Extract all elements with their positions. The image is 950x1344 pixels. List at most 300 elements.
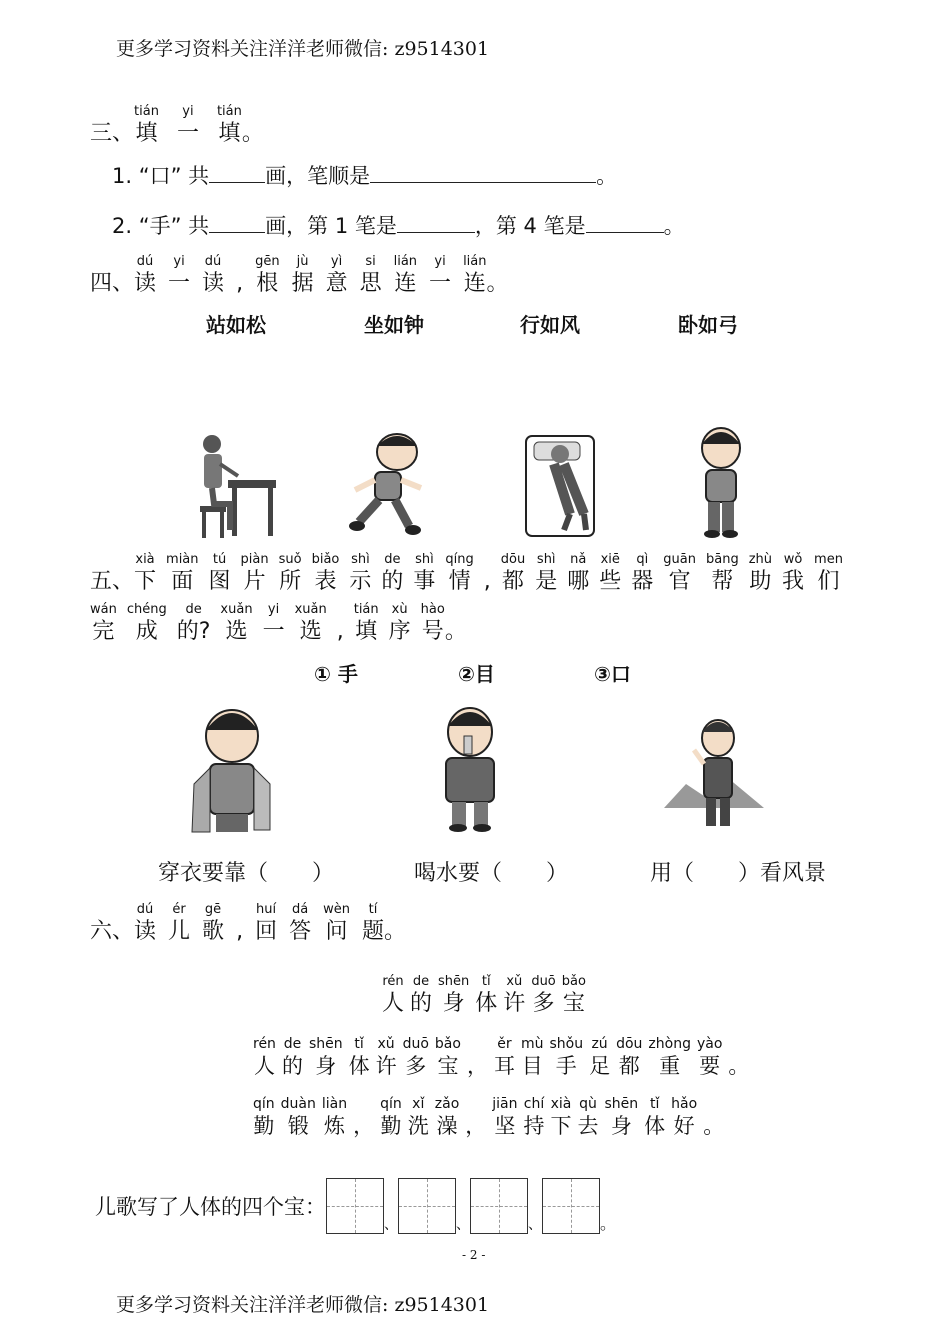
ruby-char <box>253 1036 276 1080</box>
question-2 <box>112 210 685 240</box>
ruby-char <box>202 902 224 946</box>
hanzi: 哪 <box>567 569 590 594</box>
ruby-char <box>535 552 557 596</box>
pinyin: zhòng <box>648 1036 691 1052</box>
hanzi: 一 <box>429 271 452 296</box>
ruby-char <box>413 552 435 596</box>
hanzi: 些 <box>599 569 622 594</box>
ruby-char <box>394 254 417 298</box>
pinyin: shì <box>351 552 370 567</box>
ruby-char <box>381 552 403 596</box>
four-treasures-question <box>95 1178 616 1234</box>
section-4-tail: 。 <box>486 271 509 296</box>
ruby-char <box>589 1036 610 1080</box>
ruby-char <box>354 602 379 646</box>
hanzi: 据 <box>291 271 314 296</box>
hanzi: 题 <box>361 919 384 944</box>
hanzi: 洗 <box>407 1114 429 1138</box>
pinyin: qì <box>636 552 649 567</box>
ruby-char <box>475 974 497 1018</box>
ruby-char <box>435 1036 461 1080</box>
hanzi: 读 <box>134 919 157 944</box>
pinyin: zhù <box>748 552 773 567</box>
pinyin <box>338 602 342 618</box>
hanzi: , <box>336 619 344 644</box>
hanzi: 我 <box>782 569 805 594</box>
ruby-char <box>337 602 344 646</box>
q2-blank-stroke4[interactable] <box>586 210 664 233</box>
hanzi: 都 <box>502 569 525 594</box>
hanzi: 勤 <box>253 1114 275 1138</box>
hanzi: 表 <box>314 569 337 594</box>
hanzi: 填 <box>218 121 241 146</box>
pinyin: qín <box>380 1096 402 1112</box>
hanzi: 示 <box>349 569 372 594</box>
ruby-char <box>209 552 231 596</box>
pinyin: bāng <box>706 552 739 567</box>
ruby-char <box>134 902 156 946</box>
ruby-char <box>349 1036 370 1080</box>
ruby-char <box>663 552 696 596</box>
sitting-boy-image <box>190 430 280 540</box>
q2-blank-stroke1[interactable] <box>397 210 475 233</box>
hanzi: , <box>236 271 244 296</box>
hanzi: 回 <box>255 919 278 944</box>
hanzi: 官 <box>668 569 691 594</box>
hanzi: 都 <box>618 1054 640 1078</box>
pinyin <box>361 1096 365 1112</box>
pinyin: yi <box>182 104 194 119</box>
pinyin: gē <box>204 902 222 917</box>
hanzi: , <box>236 919 244 944</box>
ruby-char <box>703 1096 724 1140</box>
pinyin: huí <box>256 902 277 917</box>
section-5-ruby-row1 <box>134 552 843 596</box>
hanzi: 好 <box>673 1114 695 1138</box>
section-5-ruby-row2 <box>90 602 445 646</box>
section-3-number: 三、 <box>90 121 135 146</box>
hanzi: 连 <box>463 271 486 296</box>
pinyin: xǔ <box>377 1036 395 1052</box>
pinyin <box>485 552 489 568</box>
hanzi: ， <box>466 1054 488 1078</box>
hanzi: 的 <box>381 569 404 594</box>
ruby-char <box>217 104 242 148</box>
hanzi: 完 <box>92 619 115 644</box>
ruby-char <box>567 552 589 596</box>
ruby-char <box>323 902 350 946</box>
separator-2: 、 <box>456 1217 470 1233</box>
q2-blank-count[interactable] <box>209 210 265 233</box>
drinking-boy-image <box>436 704 504 832</box>
hanzi: 锻 <box>287 1114 309 1138</box>
ruby-char <box>551 1096 572 1140</box>
ruby-char <box>380 1096 402 1140</box>
hanzi: ， <box>465 1114 487 1138</box>
pinyin: tián <box>216 104 242 119</box>
ruby-char <box>631 552 653 596</box>
pinyin: tián <box>353 602 379 617</box>
ruby-char <box>492 1096 517 1140</box>
ruby-char <box>312 552 340 596</box>
hanzi: 持 <box>523 1114 545 1138</box>
q1-blank-count[interactable] <box>209 160 265 183</box>
section-5-number: 五、 <box>90 569 135 594</box>
hanzi: 。 <box>728 1054 750 1078</box>
hanzi: 根 <box>256 271 279 296</box>
ruby-char <box>445 552 473 596</box>
ruby-char <box>362 902 384 946</box>
pinyin: duō <box>531 974 556 989</box>
option-mouth: ③口 <box>594 662 631 686</box>
ruby-char <box>410 974 432 1018</box>
dressing-boy-image <box>190 704 274 834</box>
answer-box-1[interactable] <box>326 1178 384 1234</box>
pinyin: de <box>412 974 430 989</box>
hanzi: 是 <box>535 569 558 594</box>
hanzi: 多 <box>405 1054 427 1078</box>
standing-boy-image <box>690 426 752 540</box>
hanzi: 体 <box>475 991 498 1016</box>
phrase-wo: 卧如弓 <box>678 313 738 337</box>
pinyin: yi <box>173 254 185 269</box>
answer-dressing[interactable]: 穿衣要靠（ ） <box>158 861 335 886</box>
section-3-tail: 。 <box>241 121 264 146</box>
ruby-char <box>255 254 280 298</box>
hanzi: 一 <box>168 271 191 296</box>
pinyin: yi <box>434 254 446 269</box>
pinyin: de <box>384 552 401 567</box>
pinyin: dōu <box>616 1036 643 1052</box>
answer-box-2[interactable] <box>398 1178 456 1234</box>
hanzi: 身 <box>442 991 465 1016</box>
answer-box-4[interactable] <box>542 1178 600 1234</box>
pinyin: xià <box>550 1096 572 1112</box>
pinyin: dá <box>291 902 309 917</box>
hanzi: 问 <box>325 919 348 944</box>
ruby-char <box>134 104 159 148</box>
hanzi: 思 <box>359 271 382 296</box>
ruby-char <box>295 602 327 646</box>
pinyin: tí <box>368 902 378 917</box>
q1-text-b: 画，笔顺是 <box>265 164 371 188</box>
pinyin: duàn <box>280 1096 316 1112</box>
pinyin: qù <box>579 1096 597 1112</box>
ruby-char <box>782 552 804 596</box>
hanzi: 多 <box>532 991 555 1016</box>
pinyin: de <box>185 602 202 617</box>
ruby-char <box>292 254 314 298</box>
hanzi: 读 <box>202 271 225 296</box>
ruby-char <box>263 602 285 646</box>
ruby-char <box>463 254 486 298</box>
hanzi: 的? <box>176 619 211 644</box>
pinyin <box>474 1096 478 1112</box>
pinyin: miàn <box>166 552 199 567</box>
ruby-char <box>728 1036 749 1080</box>
hanzi: 歌 <box>202 919 225 944</box>
pinyin: zǎo <box>434 1096 460 1112</box>
option-eye: ②目 <box>458 662 495 686</box>
ruby-char <box>360 254 382 298</box>
section-4-number: 四、 <box>90 271 135 296</box>
pinyin: bǎo <box>434 1036 461 1052</box>
hanzi: 宝 <box>562 991 585 1016</box>
ruby-char <box>134 254 156 298</box>
ruby-char <box>749 552 772 596</box>
hanzi: 炼 <box>323 1114 345 1138</box>
ruby-char <box>494 1036 515 1080</box>
hanzi: 下 <box>134 569 157 594</box>
q1-text-c: 。 <box>596 164 618 188</box>
hanzi: 体 <box>348 1054 370 1078</box>
ruby-char <box>403 1036 429 1080</box>
q2-text-a: 2. “手” 共 <box>112 214 210 238</box>
pinyin: guān <box>663 552 696 567</box>
poem-line-1 <box>253 1036 749 1080</box>
hanzi: 成 <box>135 619 158 644</box>
hanzi: 人 <box>253 1054 275 1078</box>
ruby-char <box>220 602 252 646</box>
ruby-char <box>531 974 555 1018</box>
ruby-char <box>376 1036 397 1080</box>
pinyin: xuǎn <box>220 602 253 617</box>
hanzi: 去 <box>577 1114 599 1138</box>
section-3-title <box>90 104 264 148</box>
sleeping-boy-image <box>524 434 598 540</box>
ruby-char <box>134 552 156 596</box>
hanzi: 一 <box>262 619 285 644</box>
hanzi: 手 <box>555 1054 577 1078</box>
ruby-char <box>706 552 739 596</box>
hanzi: 。 <box>703 1114 725 1138</box>
hanzi: 器 <box>631 569 654 594</box>
section-4-title <box>90 254 509 298</box>
ruby-char <box>255 902 277 946</box>
pinyin: xǐ <box>412 1096 425 1112</box>
hanzi: 的 <box>281 1054 303 1078</box>
separator-3: 、 <box>528 1217 542 1233</box>
ruby-char <box>671 1096 697 1140</box>
pinyin: shēn <box>604 1096 639 1112</box>
hanzi: 意 <box>325 271 348 296</box>
hanzi: 事 <box>413 569 436 594</box>
phrase-zuo: 坐如钟 <box>364 313 424 337</box>
pinyin: yào <box>696 1036 723 1052</box>
pinyin: tián <box>134 104 159 119</box>
question-end: 。 <box>600 1214 617 1233</box>
hanzi: 人 <box>382 991 405 1016</box>
hanzi: 选 <box>299 619 322 644</box>
ruby-char <box>429 254 451 298</box>
ruby-char <box>616 1036 642 1080</box>
pinyin: mù <box>520 1036 544 1052</box>
hanzi: , <box>483 569 491 594</box>
section-5-title-row2 <box>90 602 467 646</box>
page-footer: 更多学习资料关注洋洋老师微信: z9514301 <box>116 1294 490 1316</box>
pinyin: liàn <box>321 1096 348 1112</box>
section-4-ruby <box>134 254 486 298</box>
hanzi: 坚 <box>494 1114 516 1138</box>
pinyin: shēn <box>308 1036 343 1052</box>
question-text: 儿歌写了人体的四个宝： <box>95 1195 326 1219</box>
pinyin: xù <box>391 602 408 617</box>
ruby-char <box>484 552 491 596</box>
poem-line-1-ruby <box>253 1036 749 1080</box>
pinyin: duō <box>402 1036 429 1052</box>
pinyin <box>711 1096 715 1112</box>
pinyin: tǐ <box>481 974 491 989</box>
pinyin: shēn <box>438 974 470 989</box>
question-1 <box>112 160 617 190</box>
ruby-char <box>236 902 243 946</box>
pinyin: rén <box>253 1036 276 1052</box>
q2-text-d: 。 <box>663 214 685 238</box>
q1-text-a: 1. “口” 共 <box>112 164 210 188</box>
pinyin: tǐ <box>354 1036 364 1052</box>
running-boy-image <box>345 430 430 540</box>
ruby-char <box>605 1096 639 1140</box>
pinyin: de <box>283 1036 302 1052</box>
phrase-zhan: 站如松 <box>206 313 266 337</box>
ruby-char <box>236 254 243 298</box>
ruby-char <box>578 1096 599 1140</box>
hanzi: 身 <box>610 1114 632 1138</box>
hanzi: 身 <box>315 1054 337 1078</box>
ruby-char <box>168 254 190 298</box>
pinyin: hào <box>420 602 445 617</box>
pinyin: yì <box>330 254 343 269</box>
hanzi: 片 <box>243 569 266 594</box>
pinyin: lián <box>393 254 418 269</box>
poem-title-ruby <box>382 974 586 1018</box>
ruby-char <box>289 902 311 946</box>
answer-box-3[interactable] <box>470 1178 528 1234</box>
pinyin: ěr <box>497 1036 512 1052</box>
pinyin: si <box>365 254 376 269</box>
pinyin: lián <box>463 254 487 269</box>
phrase-xing: 行如风 <box>520 313 580 337</box>
pinyin: dú <box>204 254 222 269</box>
pinyin: xǔ <box>506 974 523 989</box>
section-5-title-row1 <box>90 552 843 596</box>
ruby-char <box>177 602 211 646</box>
answer-drinking[interactable]: 喝水要（ ） <box>414 861 569 886</box>
pinyin: ér <box>172 902 186 917</box>
ruby-char <box>697 1036 722 1080</box>
pinyin <box>737 1036 741 1052</box>
hanzi: 足 <box>589 1054 611 1078</box>
ruby-char <box>202 254 224 298</box>
hanzi: 连 <box>394 271 417 296</box>
pinyin: shì <box>536 552 556 567</box>
hanzi: 所 <box>279 569 302 594</box>
hanzi: 宝 <box>437 1054 459 1078</box>
hanzi: 填 <box>355 619 378 644</box>
ruby-char <box>521 1036 544 1080</box>
ruby-char <box>349 552 371 596</box>
section-6-title <box>90 902 406 946</box>
hanzi: 一 <box>176 121 199 146</box>
pinyin: jù <box>296 254 309 269</box>
hanzi: 下 <box>550 1114 572 1138</box>
hanzi: 澡 <box>436 1114 458 1138</box>
hanzi: 许 <box>503 991 526 1016</box>
ruby-char <box>90 602 117 646</box>
pinyin: hǎo <box>671 1096 698 1112</box>
ruby-char <box>524 1096 545 1140</box>
pinyin: xià <box>135 552 155 567</box>
hanzi: 儿 <box>168 919 191 944</box>
page-number: - 2 - <box>462 1248 486 1262</box>
hanzi: 号 <box>421 619 444 644</box>
ruby-char <box>326 254 348 298</box>
pinyin: chéng <box>126 602 167 617</box>
ruby-char <box>501 552 525 596</box>
hanzi: 填 <box>135 121 158 146</box>
ruby-char <box>814 552 843 596</box>
pinyin: shǒu <box>549 1036 584 1052</box>
pinyin: chí <box>523 1096 545 1112</box>
hanzi: ， <box>353 1114 375 1138</box>
pinyin: piàn <box>240 552 269 567</box>
pinyin: dōu <box>500 552 526 567</box>
ruby-char <box>435 1096 460 1140</box>
hanzi: 答 <box>289 919 312 944</box>
section-3-ruby <box>134 104 242 148</box>
pinyin: wán <box>90 602 117 617</box>
pinyin: dú <box>136 254 154 269</box>
ruby-char <box>599 552 621 596</box>
pinyin: tú <box>212 552 227 567</box>
hanzi: 选 <box>225 619 248 644</box>
hanzi: 要 <box>699 1054 721 1078</box>
hanzi: 重 <box>659 1054 681 1078</box>
ruby-char <box>309 1036 343 1080</box>
pinyin: xuǎn <box>294 602 327 617</box>
pinyin: biǎo <box>311 552 340 567</box>
ruby-char <box>382 974 404 1018</box>
pinyin <box>237 902 241 918</box>
ruby-char <box>438 974 469 1018</box>
hanzi: 目 <box>521 1054 543 1078</box>
section-6-ruby <box>134 902 384 946</box>
pinyin: qíng <box>445 552 474 567</box>
poem-line-2-ruby <box>253 1096 724 1140</box>
pinyin: gēn <box>255 254 280 269</box>
ruby-char <box>322 1096 347 1140</box>
hanzi: 帮 <box>711 569 734 594</box>
hanzi: 的 <box>410 991 433 1016</box>
poem-line-2 <box>253 1096 724 1140</box>
q1-blank-order[interactable] <box>370 160 596 183</box>
ruby-char <box>166 552 198 596</box>
pinyin: tǐ <box>649 1096 660 1112</box>
answer-scenery[interactable]: 用（ ）看风景 <box>650 861 827 886</box>
pinyin: suǒ <box>278 552 302 567</box>
hiking-boy-image <box>664 712 764 832</box>
pinyin: xiē <box>600 552 620 567</box>
ruby-char <box>281 1096 316 1140</box>
pinyin: dú <box>136 902 154 917</box>
ruby-char <box>562 974 586 1018</box>
hanzi: 体 <box>644 1114 666 1138</box>
hanzi: 情 <box>448 569 471 594</box>
hanzi: 读 <box>134 271 157 296</box>
pinyin: bǎo <box>561 974 586 989</box>
pinyin: shì <box>415 552 434 567</box>
ruby-char <box>241 552 269 596</box>
